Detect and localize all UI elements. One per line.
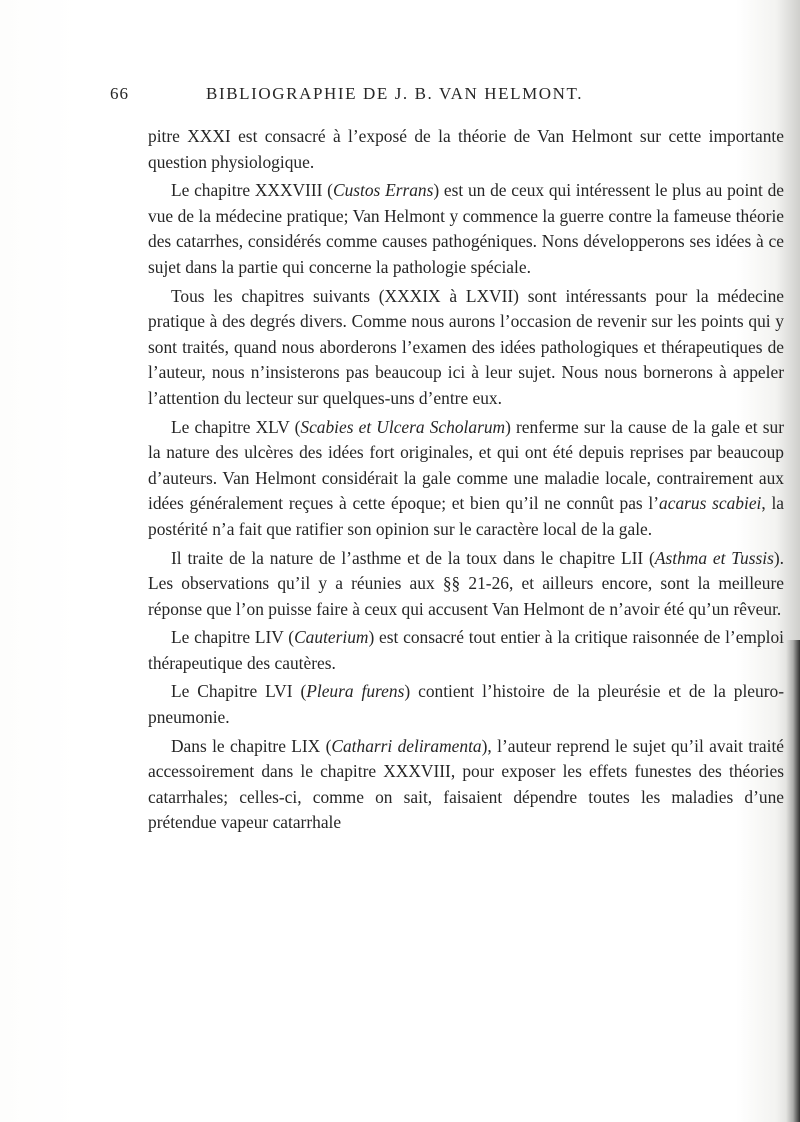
page-number: 66: [110, 84, 129, 103]
latin-title: Asthma et Tussis: [654, 547, 774, 568]
latin-title: Cauterium: [294, 627, 369, 648]
latin-term: acarus scabiei: [659, 493, 762, 514]
paragraph-8: Dans le chapitre LIX (Catharri deliramenta), l’auteur reprend le sujet qu’il avait traité accessoirement dans le chapitre XXXVIII, pour exposer les effets funestes des théories catarrhales; celles-ci, comme on sait, faisaient dépendre toutes les maladies d’une prétendue vapeur catarrhale: [148, 735, 785, 833]
paragraph-3: Tous les chapitres suivants (XXXIX à LXVII) sont intéressants pour la médecine pratique à des degrés divers. Comme nous aurons l’occasion de revenir sur les points qui y sont traités, quand nous aborderons l’examen des idées pathologiques et thérapeutiques de l’auteur, nous n’insisterons pas beaucoup ici à leur sujet. Nous nous bornerons à appeler l’attention du lecteur sur quelques-uns d’entre eux.: [148, 285, 784, 408]
page-header: [0, 84, 800, 114]
body-text: [148, 124, 784, 836]
paragraph-2: Le chapitre XXXVIII (Custos Errans) est un de ceux qui intéressent le plus au point de vue de la médecine pratique; Van Helmont y commence la guerre contre la fameuse théorie des catarrhes, considérés comme causes pathogéniques. Nons développerons ses idées à ce sujet dans la partie qui concerne la pathologie spéciale.: [148, 180, 784, 277]
paragraph-5: Il traite de la nature de l’asthme et de la toux dans le chapitre LII (Asthma et Tussis). Les observations qu’il y a réunies aux §§ 21-26, et ailleurs encore, sont la meilleure réponse que l’on puisse faire à ceux qui accusent Van Helmont de n’avoir été qu’un rêveur.: [148, 547, 784, 619]
paragraph-4: Le chapitre XLV (Scabies et Ulcera Scholarum) renferme sur la cause de la gale et sur la nature des ulcères des idées fort originales, et qui ont été depuis reprises par beaucoup d’auteurs. Van Helmont considérait la gale comme une maladie locale, contrairement aux idées généralement reçues à cette époque; et bien qu’il ne connût pas l’acarus scabiei, la postérité n’a fait que ratifier son opinion sur le caractère local de la gale.: [148, 416, 785, 539]
page-edge-shadow: [786, 640, 800, 1122]
paragraph-7: Le Chapitre LVI (Pleura furens) contient l’histoire de la pleurésie et de la pleuro-pneumonie.: [148, 681, 784, 728]
latin-title: Custos Errans: [332, 180, 434, 201]
paragraph-6: Le chapitre LIV (Cauterium) est consacré tout entier à la critique raisonnée de l’emploi thérapeutique des cautères.: [148, 627, 785, 673]
running-head: BIBLIOGRAPHIE DE J. B. VAN HELMONT.: [206, 84, 584, 103]
latin-title: Scabies et Ulcera Scholarum: [300, 416, 506, 437]
paragraph-1: pitre XXXI est consacré à l’exposé de la théorie de Van Helmont sur cette importante question physiologique.: [148, 126, 784, 172]
latin-title: Catharri deliramenta: [331, 735, 482, 756]
latin-title: Pleura furens: [306, 681, 405, 702]
